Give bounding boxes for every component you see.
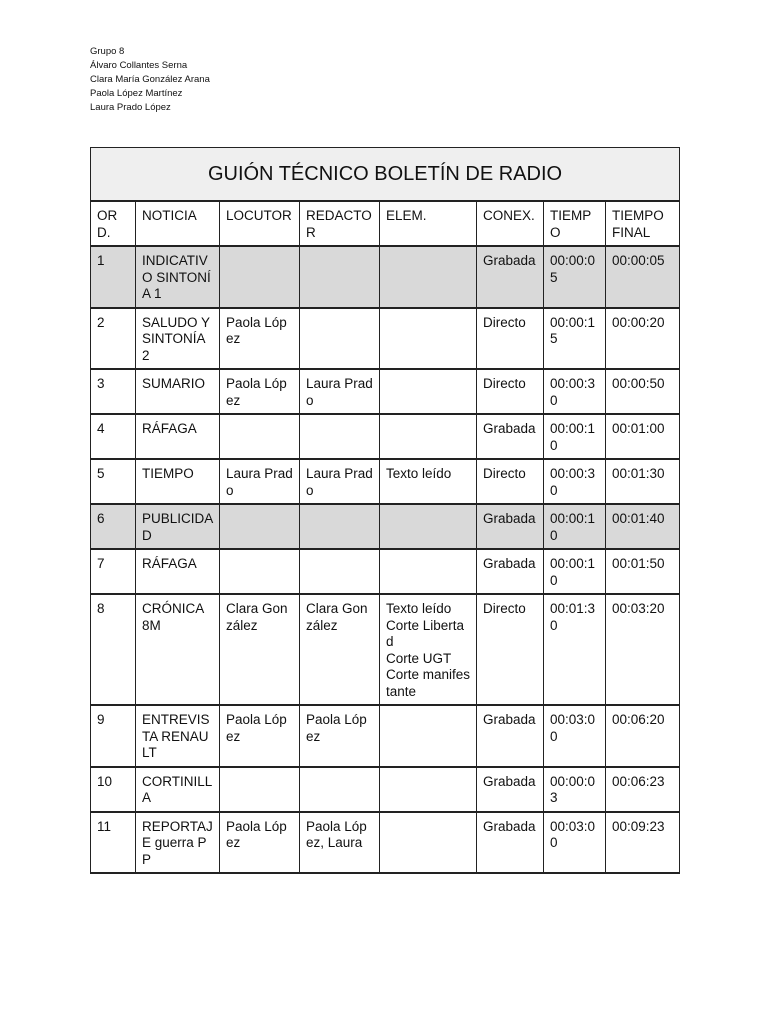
table-row bbox=[91, 504, 680, 549]
author-line: Paola López Martínez bbox=[90, 88, 183, 99]
redactor-cell bbox=[300, 504, 380, 549]
redactor-cell: Clara González bbox=[300, 594, 380, 705]
header-cell: LOCUTOR bbox=[220, 201, 300, 246]
elem-cell: Texto leído bbox=[380, 459, 477, 504]
noticia-cell: CORTINILLA bbox=[136, 767, 220, 812]
locutor-cell bbox=[220, 504, 300, 549]
cell-line: Corte Libertad bbox=[386, 617, 465, 649]
conex-cell: Grabada bbox=[477, 246, 544, 308]
table-row bbox=[91, 369, 680, 414]
tiempo-final-cell: 00:01:40 bbox=[606, 504, 680, 549]
tiempo-final-cell: 00:00:50 bbox=[606, 369, 680, 414]
ord-cell: 5 bbox=[91, 459, 136, 504]
tiempo-final-cell: 00:00:20 bbox=[606, 308, 680, 370]
conex-cell: Directo bbox=[477, 459, 544, 504]
conex-cell: Grabada bbox=[477, 812, 544, 874]
ord-cell: 6 bbox=[91, 504, 136, 549]
redactor-cell bbox=[300, 246, 380, 308]
table-row bbox=[91, 812, 680, 874]
redactor-cell: Laura Prado bbox=[300, 459, 380, 504]
ord-cell: 10 bbox=[91, 767, 136, 812]
table-row bbox=[91, 594, 680, 705]
locutor-cell: Paola López bbox=[220, 812, 300, 874]
locutor-cell: Laura Prado bbox=[220, 459, 300, 504]
noticia-cell: RÁFAGA bbox=[136, 414, 220, 459]
table-row bbox=[91, 246, 680, 308]
locutor-cell bbox=[220, 414, 300, 459]
header-cell: ELEM. bbox=[380, 201, 477, 246]
tiempo-cell: 00:03:00 bbox=[544, 705, 606, 767]
author-line: Laura Prado López bbox=[90, 102, 171, 113]
cell-line: Corte UGT bbox=[386, 650, 452, 666]
ord-cell: 9 bbox=[91, 705, 136, 767]
tiempo-final-cell: 00:00:05 bbox=[606, 246, 680, 308]
conex-cell: Grabada bbox=[477, 767, 544, 812]
conex-cell: Grabada bbox=[477, 549, 544, 594]
conex-cell: Grabada bbox=[477, 414, 544, 459]
locutor-cell bbox=[220, 767, 300, 812]
ord-cell: 3 bbox=[91, 369, 136, 414]
ord-cell: 8 bbox=[91, 594, 136, 705]
elem-cell bbox=[380, 549, 477, 594]
conex-cell: Grabada bbox=[477, 504, 544, 549]
elem-cell bbox=[380, 594, 477, 705]
noticia-cell: CRÓNICA 8M bbox=[136, 594, 220, 705]
tiempo-final-cell: 00:01:00 bbox=[606, 414, 680, 459]
tiempo-final-cell: 00:09:23 bbox=[606, 812, 680, 874]
elem-cell bbox=[380, 414, 477, 459]
ord-cell: 4 bbox=[91, 414, 136, 459]
locutor-cell: Paola López bbox=[220, 369, 300, 414]
header-cell: REDACTOR bbox=[300, 201, 380, 246]
header-cell: TIEMPO bbox=[544, 201, 606, 246]
header-row bbox=[91, 201, 680, 246]
elem-cell bbox=[380, 812, 477, 874]
elem-cell bbox=[380, 504, 477, 549]
conex-cell: Directo bbox=[477, 369, 544, 414]
table-row bbox=[91, 459, 680, 504]
noticia-cell: SALUDO Y SINTONÍA 2 bbox=[136, 308, 220, 370]
redactor-cell: Paola López, Laura bbox=[300, 812, 380, 874]
title-row bbox=[91, 148, 680, 202]
redactor-cell: Laura Prado bbox=[300, 369, 380, 414]
conex-cell: Grabada bbox=[477, 705, 544, 767]
ord-cell: 7 bbox=[91, 549, 136, 594]
tiempo-cell: 00:00:05 bbox=[544, 246, 606, 308]
tiempo-cell: 00:00:10 bbox=[544, 504, 606, 549]
tiempo-final-cell: 00:03:20 bbox=[606, 594, 680, 705]
header-cell: TIEMPO FINAL bbox=[606, 201, 680, 246]
redactor-cell bbox=[300, 767, 380, 812]
conex-cell: Directo bbox=[477, 308, 544, 370]
locutor-cell: Clara González bbox=[220, 594, 300, 705]
tiempo-cell: 00:00:30 bbox=[544, 369, 606, 414]
table-title: GUIÓN TÉCNICO BOLETÍN DE RADIO bbox=[91, 148, 680, 202]
ord-cell: 1 bbox=[91, 246, 136, 308]
noticia-cell: INDICATIVO SINTONÍA 1 bbox=[136, 246, 220, 308]
redactor-cell bbox=[300, 549, 380, 594]
technical-script-table bbox=[90, 147, 680, 874]
redactor-cell bbox=[300, 414, 380, 459]
authors-block bbox=[90, 45, 210, 115]
table-row bbox=[91, 705, 680, 767]
elem-cell bbox=[380, 767, 477, 812]
elem-cell bbox=[380, 308, 477, 370]
header-cell: CONEX. bbox=[477, 201, 544, 246]
tiempo-final-cell: 00:01:50 bbox=[606, 549, 680, 594]
noticia-cell: REPORTAJE guerra PP bbox=[136, 812, 220, 874]
noticia-cell: RÁFAGA bbox=[136, 549, 220, 594]
tiempo-cell: 00:00:10 bbox=[544, 549, 606, 594]
header-cell: ORD. bbox=[91, 201, 136, 246]
noticia-cell: ENTREVISTA RENAULT bbox=[136, 705, 220, 767]
redactor-cell: Paola López bbox=[300, 705, 380, 767]
elem-cell bbox=[380, 369, 477, 414]
tiempo-final-cell: 00:06:20 bbox=[606, 705, 680, 767]
cell-line: Corte manifestante bbox=[386, 667, 471, 699]
tiempo-cell: 00:01:30 bbox=[544, 594, 606, 705]
tiempo-cell: 00:00:15 bbox=[544, 308, 606, 370]
ord-cell: 2 bbox=[91, 308, 136, 370]
redactor-cell bbox=[300, 308, 380, 370]
tiempo-cell: 00:00:10 bbox=[544, 414, 606, 459]
tiempo-final-cell: 00:06:23 bbox=[606, 767, 680, 812]
conex-cell: Directo bbox=[477, 594, 544, 705]
noticia-cell: PUBLICIDAD bbox=[136, 504, 220, 549]
elem-cell bbox=[380, 246, 477, 308]
header-cell: NOTICIA bbox=[136, 201, 220, 246]
cell-line: Texto leído bbox=[386, 601, 452, 616]
tiempo-cell: 00:03:00 bbox=[544, 812, 606, 874]
noticia-cell: TIEMPO bbox=[136, 459, 220, 504]
noticia-cell: SUMARIO bbox=[136, 369, 220, 414]
author-line: Álvaro Collantes Serna bbox=[90, 60, 188, 71]
tiempo-final-cell: 00:01:30 bbox=[606, 459, 680, 504]
table-row bbox=[91, 767, 680, 812]
tiempo-cell: 00:00:03 bbox=[544, 767, 606, 812]
locutor-cell: Paola López bbox=[220, 308, 300, 370]
table-row bbox=[91, 308, 680, 370]
author-line: Clara María González Arana bbox=[90, 74, 210, 85]
tiempo-cell: 00:00:30 bbox=[544, 459, 606, 504]
table-row bbox=[91, 414, 680, 459]
locutor-cell bbox=[220, 246, 300, 308]
author-line: Grupo 8 bbox=[90, 46, 125, 57]
locutor-cell bbox=[220, 549, 300, 594]
ord-cell: 11 bbox=[91, 812, 136, 874]
elem-cell bbox=[380, 705, 477, 767]
locutor-cell: Paola López bbox=[220, 705, 300, 767]
table-row bbox=[91, 549, 680, 594]
